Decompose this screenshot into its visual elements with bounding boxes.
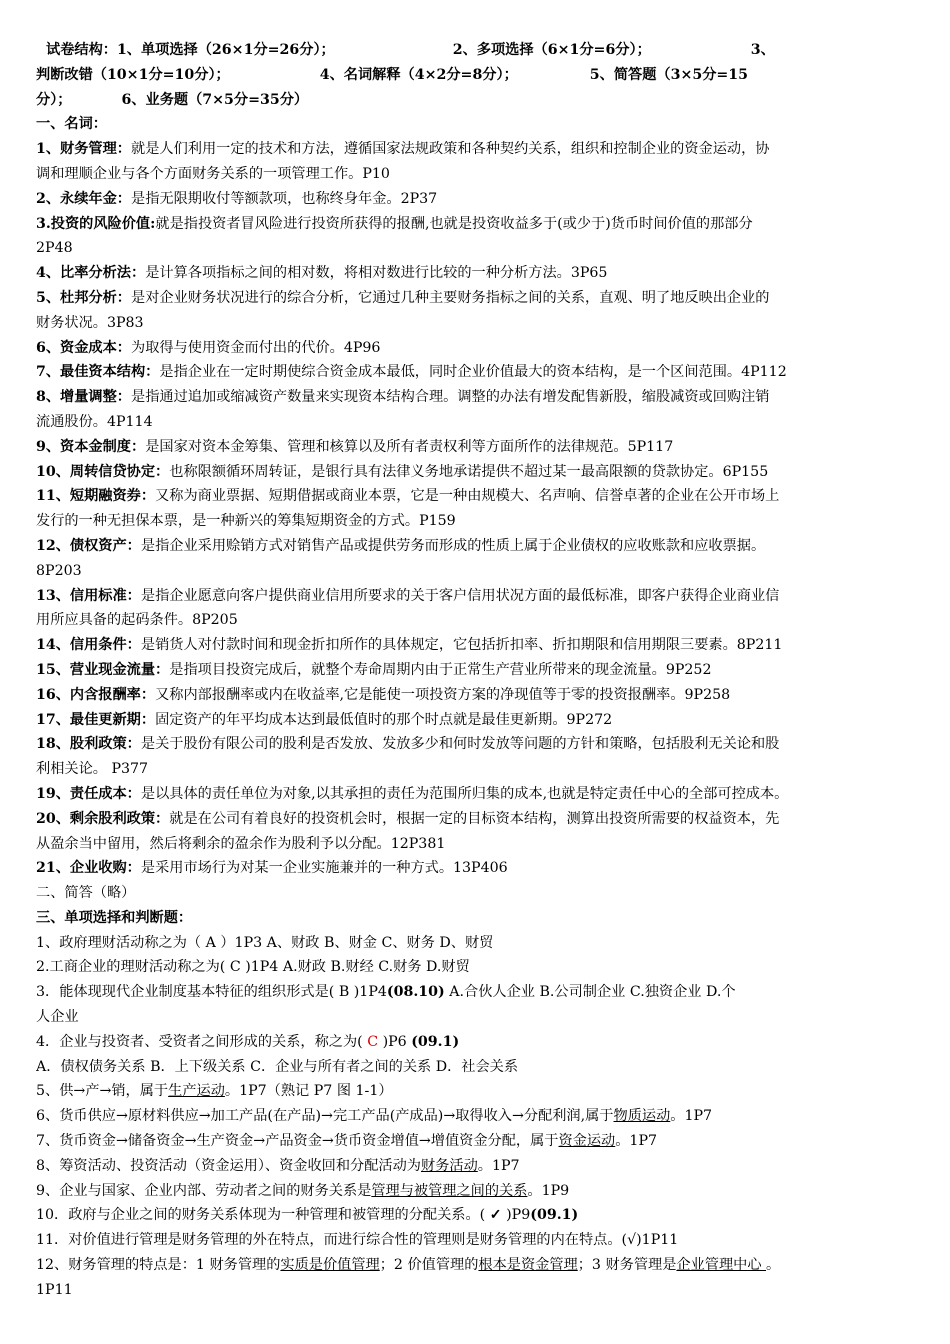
term-text: 又称内部报酬率或内在收益率,它是能使一项投资方案的净现值等于零的投资报酬率。9P258: [155, 686, 731, 703]
question-1: 1、政府理财活动称之为（ A ）1P3 A、财政 B、财金 C、财务 D、财贸: [36, 934, 494, 951]
terms-list: [36, 137, 922, 881]
term-label: 10、周转信贷协定：: [36, 463, 170, 480]
term-label: 12、债权资产：: [36, 537, 141, 554]
term-label: 15、营业现金流量：: [36, 661, 170, 678]
term-label: 17、最佳更新期：: [36, 711, 156, 728]
term-definition: [36, 212, 922, 237]
term-definition: [36, 460, 922, 485]
question-3: 3．能体现现代企业制度基本特征的组织形式是( B )1P4(08.10) A.合伙人企业 B.公司制企业 C.独资企业 D.个: [36, 984, 736, 1001]
term-text: 是指项目投资完成后，就整个寿命周期内由于正常生产营业所带来的现金流量。9P252: [169, 661, 712, 678]
term-definition: [36, 856, 922, 881]
term-definition: [36, 807, 922, 832]
term-definition: [36, 385, 922, 410]
question-7: 7、货币资金→储备资金→生产资金→产品资金→货币资金增值→增值资金分配，属于资金运动。1P7: [36, 1133, 658, 1150]
term-definition: [36, 484, 922, 509]
term-definition: [36, 360, 922, 385]
term-definition-cont: 2P48: [36, 240, 73, 257]
term-definition: [36, 782, 922, 807]
section-title-terms: 一、名词：: [36, 116, 107, 133]
term-label: 11、短期融资券：: [36, 488, 156, 505]
term-definition-cont: 调和理顺企业与各个方面财务关系的一项管理工作。P10: [36, 165, 390, 182]
exam-structure-line-2: 判断改错（10×1分=10分）； 4、名词解释（4×2分=8分）； 5、简答题（3×5分=15: [36, 66, 749, 83]
question-4: 4．企业与投资者、受资者之间形成的关系，称之为( C )P6 (09.1): [36, 1033, 460, 1050]
term-text: 是国家对资本金筹集、管理和核算以及所有者责权利等方面所作的法律规范。5P117: [145, 438, 674, 455]
term-text: 是指企业采用赊销方式对销售产品或提供劳务而形成的性质上属于企业债权的应收账款和应收票据。: [140, 537, 766, 554]
term-text: 固定资产的年平均成本达到最低值时的那个时点就是最佳更新期。9P272: [155, 711, 613, 728]
term-label: 5、杜邦分析：: [36, 289, 131, 306]
term-text: 是指企业在一定时期使综合资金成本最低，同时企业价值最大的资本结构，是一个区间范围。4P112: [159, 364, 787, 381]
section-title-choice: 三、单项选择和判断题：: [36, 909, 193, 926]
term-text: 就是人们利用一定的技术和方法，遵循国家法规政策和各种契约关系，组织和控制企业的资金运动，协: [131, 141, 770, 158]
term-text: 又称为商业票据、短期借据或商业本票，它是一种由规模大、名声响、信誉卓著的企业在公开市场上: [155, 488, 780, 505]
term-text: 为取得与使用资金而付出的代价。4P96: [131, 339, 381, 356]
question-2: 2.工商企业的理财活动称之为( C )1P4 A.财政 B.财经 C.财务 D.财贸: [36, 959, 470, 976]
term-text: 是对企业财务状况进行的综合分析，它通过几种主要财务指标之间的关系，直观、明了地反映出企业的: [131, 289, 770, 306]
question-4-options: A．债权债务关系 B．上下级关系 C．企业与所有者之间的关系 D．社会关系: [36, 1058, 519, 1075]
term-label: 1、财务管理：: [36, 141, 131, 158]
question-10: 10．政府与企业之间的财务关系体现为一种管理和被管理的分配关系。( ✓ )P9(09.1): [36, 1207, 579, 1224]
term-label: 14、信用条件：: [36, 637, 141, 654]
question-8: 8、筹资活动、投资活动（资金运用）、资金收回和分配活动为财务活动。1P7: [36, 1157, 520, 1174]
term-definition: [36, 534, 922, 559]
term-definition-cont: 用所应具备的起码条件。8P205: [36, 612, 238, 629]
term-text: 也称限额循环周转证，是银行具有法律义务地承诺提供不超过某一最高限额的贷款协定。6P155: [169, 463, 769, 480]
term-label: 8、增量调整：: [36, 389, 131, 406]
term-label: 6、资金成本：: [36, 339, 131, 356]
term-text: 就是指投资者冒风险进行投资所获得的报酬,也就是投资收益多于(或少于)货币时间价值的那部分: [155, 215, 753, 232]
term-text: 是以具体的责任单位为对象,以其承担的责任为范围所归集的成本,也就是特定责任中心的全部可控成本。: [140, 785, 789, 802]
term-label: 13、信用标准：: [36, 587, 141, 604]
term-definition: [36, 732, 922, 757]
term-definition: [36, 633, 922, 658]
question-12-cont: 1P11: [36, 1281, 73, 1298]
term-label: 21、企业收购：: [36, 860, 141, 877]
term-definition-cont: 财务状况。3P83: [36, 314, 144, 331]
term-definition: [36, 286, 922, 311]
question-6: 6、货币供应→原材料供应→加工产品(在产品)→完工产品(产成品)→取得收入→分配利润,属于物质运动。1P7: [36, 1108, 713, 1125]
check-mark: ✓: [489, 1207, 502, 1224]
term-definition: [36, 683, 922, 708]
term-text: 是指企业愿意向客户提供商业信用所要求的关于客户信用状况方面的最低标准，即客户获得企业商业信: [140, 587, 780, 604]
term-definition: [36, 261, 922, 286]
term-text: 是关于股份有限公司的股利是否发放、发放多少和何时发放等问题的方针和策略，包括股利无关论和股: [140, 736, 780, 753]
term-definition: [36, 336, 922, 361]
term-text: 就是在公司有着良好的投资机会时，根据一定的目标资本结构，测算出投资所需要的权益资本，先: [169, 810, 780, 827]
term-text: 是采用市场行为对某一企业实施兼并的一种方式。13P406: [140, 860, 508, 877]
answer-mark: C: [367, 1033, 379, 1050]
term-text: 是计算各项指标之间的相对数，将相对数进行比较的一种分析方法。3P65: [145, 265, 608, 282]
term-label: 2、永续年金：: [36, 190, 131, 207]
question-9: 9、企业与国家、企业内部、劳动者之间的财务关系是管理与被管理之间的关系。1P9: [36, 1182, 570, 1199]
term-label: 16、内含报酬率：: [36, 686, 156, 703]
exam-structure-line-1: 试卷结构：1、单项选择（26×1分=26分）； 2、多项选择（6×1分=6分）； 3、: [46, 42, 775, 58]
term-text: 是指通过追加或缩减资产数量来实现资本结构合理。调整的办法有增发配售新股，缩股减资或回购注销: [131, 389, 770, 406]
term-definition: [36, 584, 922, 609]
term-label: 7、最佳资本结构：: [36, 364, 160, 381]
term-definition: [36, 187, 922, 212]
term-definition-cont: 8P203: [36, 562, 82, 579]
term-definition-cont: 利相关论。 P377: [36, 761, 149, 778]
question-5: 5、供→产→销，属于生产运动。1P7（熟记 P7 图 1-1）: [36, 1083, 393, 1100]
exam-structure-line-3: 分）； 6、业务题（7×5分=35分）: [36, 91, 309, 108]
term-label: 19、责任成本：: [36, 785, 141, 802]
term-definition: [36, 708, 922, 733]
term-definition: [36, 435, 922, 460]
term-text: 是销货人对付款时间和现金折扣所作的具体规定，它包括折扣率、折扣期限和信用期限三要素。8P211: [140, 637, 783, 654]
question-11: 11．对价值进行管理是财务管理的外在特点，而进行综合性的管理则是财务管理的内在特点。(√)1P11: [36, 1232, 679, 1249]
term-definition: [36, 658, 922, 683]
question-12: 12、财务管理的特点是：1 财务管理的实质是价值管理；2 价值管理的根本是资金管理；3 财务管理是企业管理中心 。: [36, 1257, 781, 1274]
question-3-cont: 人企业: [36, 1009, 79, 1026]
term-label: 18、股利政策：: [36, 736, 141, 753]
section-title-short-answer: 二、简答（略）: [36, 885, 136, 902]
term-definition-cont: 流通股份。4P114: [36, 413, 153, 430]
term-text: 是指无限期收付等额款项，也称终身年金。2P37: [131, 190, 438, 207]
term-label: 20、剩余股利政策：: [36, 810, 170, 827]
term-label: 4、比率分析法：: [36, 265, 146, 282]
term-label: 3.投资的风险价值:: [36, 215, 156, 232]
term-definition-cont: 发行的一种无担保本票，是一种新兴的筹集短期资金的方式。P159: [36, 513, 456, 530]
term-definition-cont: 从盈余当中留用，然后将剩余的盈余作为股利予以分配。12P381: [36, 835, 446, 852]
term-definition: [36, 137, 922, 162]
term-label: 9、资本金制度：: [36, 438, 146, 455]
